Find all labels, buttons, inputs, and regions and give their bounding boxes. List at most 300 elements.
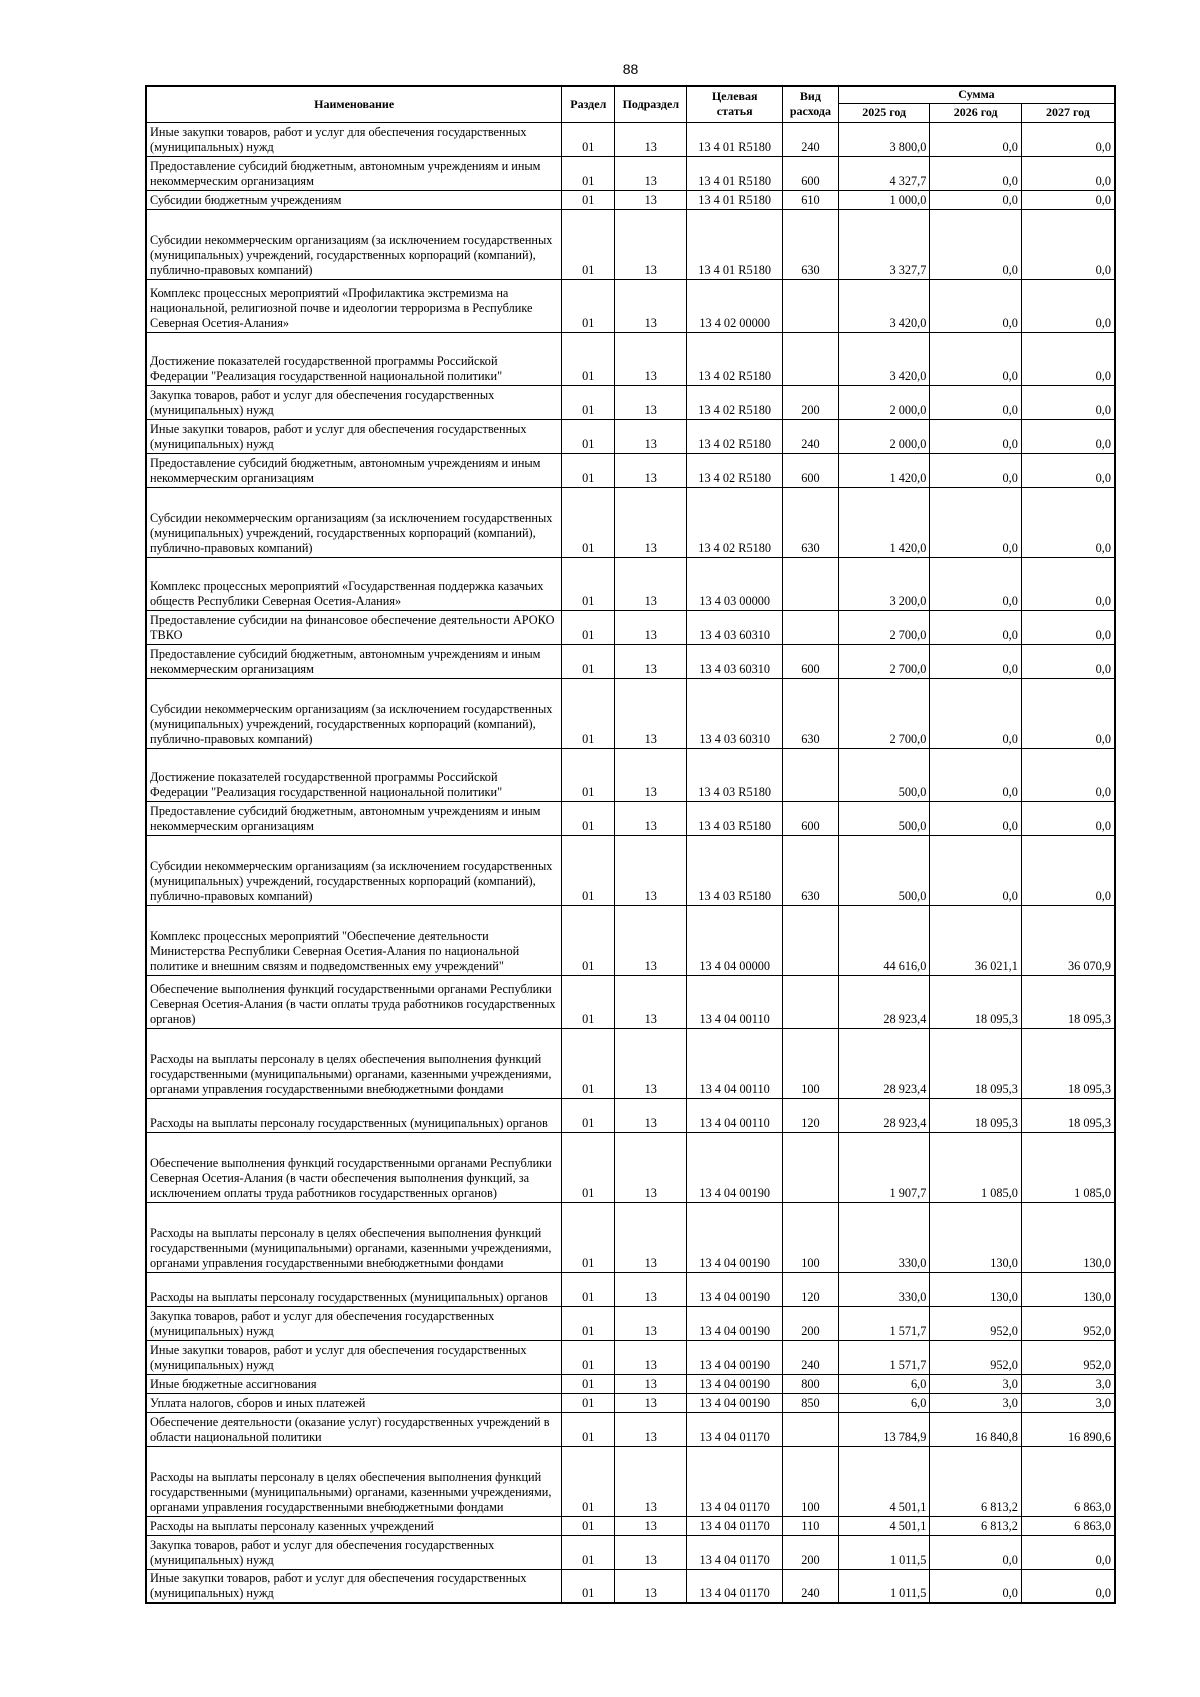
row-name: Расходы на выплаты персоналу государственных (муниципальных) органов xyxy=(146,1098,562,1132)
row-subsection: 13 xyxy=(615,487,687,557)
row-amount-2027: 0,0 xyxy=(1021,453,1115,487)
row-subsection: 13 xyxy=(615,190,687,209)
row-target-item: 13 4 02 R5180 xyxy=(687,419,783,453)
row-target-item: 13 4 04 00190 xyxy=(687,1393,783,1412)
row-amount-2026: 0,0 xyxy=(930,453,1022,487)
row-amount-2027: 1 085,0 xyxy=(1021,1132,1115,1202)
row-name: Уплата налогов, сборов и иных платежей xyxy=(146,1393,562,1412)
row-expense-type xyxy=(782,332,838,385)
row-target-item: 13 4 03 60310 xyxy=(687,644,783,678)
row-target-item: 13 4 04 00190 xyxy=(687,1306,783,1340)
row-subsection: 13 xyxy=(615,678,687,748)
row-amount-2027: 0,0 xyxy=(1021,801,1115,835)
row-target-item: 13 4 04 00000 xyxy=(687,905,783,975)
table-row xyxy=(146,1340,1115,1374)
row-expense-type xyxy=(782,748,838,801)
row-section: 01 xyxy=(562,1272,615,1306)
row-expense-type: 610 xyxy=(782,190,838,209)
row-amount-2026: 0,0 xyxy=(930,644,1022,678)
row-amount-2026: 18 095,3 xyxy=(930,975,1022,1028)
row-amount-2027: 0,0 xyxy=(1021,385,1115,419)
row-target-item: 13 4 04 00190 xyxy=(687,1272,783,1306)
row-expense-type: 120 xyxy=(782,1272,838,1306)
row-amount-2026: 1 085,0 xyxy=(930,1132,1022,1202)
row-subsection: 13 xyxy=(615,1132,687,1202)
row-expense-type: 240 xyxy=(782,419,838,453)
row-subsection: 13 xyxy=(615,156,687,190)
row-name: Обеспечение деятельности (оказание услуг) государственных учреждений в области национальной политики xyxy=(146,1412,562,1446)
table-row xyxy=(146,1098,1115,1132)
row-expense-type: 200 xyxy=(782,1306,838,1340)
row-section: 01 xyxy=(562,610,615,644)
row-target-item: 13 4 03 60310 xyxy=(687,610,783,644)
table-row xyxy=(146,1569,1115,1603)
row-amount-2026: 0,0 xyxy=(930,678,1022,748)
row-subsection: 13 xyxy=(615,209,687,279)
row-amount-2026: 0,0 xyxy=(930,156,1022,190)
row-amount-2026: 0,0 xyxy=(930,1535,1022,1569)
row-section: 01 xyxy=(562,1374,615,1393)
row-subsection: 13 xyxy=(615,1306,687,1340)
row-section: 01 xyxy=(562,122,615,156)
row-amount-2025: 1 000,0 xyxy=(838,190,930,209)
table-row xyxy=(146,1374,1115,1393)
row-section: 01 xyxy=(562,1028,615,1098)
row-amount-2026: 6 813,2 xyxy=(930,1516,1022,1535)
row-expense-type: 630 xyxy=(782,487,838,557)
header-expense-type: Вид расхода xyxy=(782,86,838,122)
row-amount-2025: 330,0 xyxy=(838,1272,930,1306)
row-name: Обеспечение выполнения функций государственными органами Республики Северная Осетия-Алания (в части обеспечения выполнения функций, за исключением оплаты труда работников государственных органов) xyxy=(146,1132,562,1202)
row-amount-2025: 28 923,4 xyxy=(838,1098,930,1132)
row-amount-2025: 4 501,1 xyxy=(838,1516,930,1535)
row-amount-2025: 2 000,0 xyxy=(838,419,930,453)
row-amount-2027: 6 863,0 xyxy=(1021,1516,1115,1535)
table-row xyxy=(146,610,1115,644)
row-section: 01 xyxy=(562,453,615,487)
row-subsection: 13 xyxy=(615,419,687,453)
row-amount-2025: 500,0 xyxy=(838,801,930,835)
table-row xyxy=(146,1393,1115,1412)
row-name: Предоставление субсидии на финансовое обеспечение деятельности АРОКО ТВКО xyxy=(146,610,562,644)
row-expense-type: 630 xyxy=(782,835,838,905)
table-body xyxy=(146,122,1115,1603)
header-year-2025: 2025 год xyxy=(838,103,930,122)
row-subsection: 13 xyxy=(615,1569,687,1603)
row-target-item: 13 4 03 60310 xyxy=(687,678,783,748)
row-section: 01 xyxy=(562,801,615,835)
row-amount-2027: 0,0 xyxy=(1021,678,1115,748)
row-subsection: 13 xyxy=(615,279,687,332)
row-name: Закупка товаров, работ и услуг для обеспечения государственных (муниципальных) нужд xyxy=(146,1306,562,1340)
table-row xyxy=(146,385,1115,419)
row-subsection: 13 xyxy=(615,122,687,156)
row-expense-type: 240 xyxy=(782,1569,838,1603)
row-target-item: 13 4 04 00190 xyxy=(687,1202,783,1272)
row-section: 01 xyxy=(562,487,615,557)
row-target-item: 13 4 01 R5180 xyxy=(687,190,783,209)
row-amount-2027: 0,0 xyxy=(1021,644,1115,678)
row-amount-2027: 0,0 xyxy=(1021,190,1115,209)
row-subsection: 13 xyxy=(615,1098,687,1132)
row-amount-2025: 1 011,5 xyxy=(838,1569,930,1603)
row-amount-2027: 18 095,3 xyxy=(1021,1028,1115,1098)
row-section: 01 xyxy=(562,1535,615,1569)
row-amount-2026: 0,0 xyxy=(930,419,1022,453)
row-section: 01 xyxy=(562,385,615,419)
row-amount-2025: 13 784,9 xyxy=(838,1412,930,1446)
row-expense-type: 200 xyxy=(782,1535,838,1569)
table-row xyxy=(146,190,1115,209)
row-expense-type xyxy=(782,1412,838,1446)
row-amount-2027: 0,0 xyxy=(1021,487,1115,557)
row-section: 01 xyxy=(562,644,615,678)
table-row xyxy=(146,156,1115,190)
row-amount-2026: 18 095,3 xyxy=(930,1028,1022,1098)
row-amount-2025: 3 800,0 xyxy=(838,122,930,156)
row-amount-2026: 6 813,2 xyxy=(930,1446,1022,1516)
table-row xyxy=(146,487,1115,557)
row-section: 01 xyxy=(562,905,615,975)
row-expense-type: 600 xyxy=(782,156,838,190)
row-amount-2025: 500,0 xyxy=(838,835,930,905)
row-target-item: 13 4 02 00000 xyxy=(687,279,783,332)
row-amount-2027: 3,0 xyxy=(1021,1374,1115,1393)
row-name: Комплекс процессных мероприятий "Обеспечение деятельности Министерства Республики Северная Осетия-Алания по национальной политике и внешним связям и подведомственных ему учреждений" xyxy=(146,905,562,975)
row-amount-2027: 0,0 xyxy=(1021,209,1115,279)
row-amount-2026: 0,0 xyxy=(930,190,1022,209)
table-row xyxy=(146,1306,1115,1340)
row-expense-type xyxy=(782,905,838,975)
table-row xyxy=(146,209,1115,279)
table-row xyxy=(146,1516,1115,1535)
row-amount-2027: 0,0 xyxy=(1021,748,1115,801)
row-subsection: 13 xyxy=(615,610,687,644)
row-subsection: 13 xyxy=(615,1412,687,1446)
row-name: Расходы на выплаты персоналу в целях обеспечения выполнения функций государственными (муниципальными) органами, казенными учреждениями, органами управления государственными внебюджетными фондами xyxy=(146,1202,562,1272)
row-subsection: 13 xyxy=(615,835,687,905)
row-subsection: 13 xyxy=(615,1202,687,1272)
row-amount-2027: 0,0 xyxy=(1021,835,1115,905)
row-amount-2026: 130,0 xyxy=(930,1202,1022,1272)
row-target-item: 13 4 02 R5180 xyxy=(687,453,783,487)
row-subsection: 13 xyxy=(615,1393,687,1412)
row-amount-2025: 3 200,0 xyxy=(838,557,930,610)
row-name: Комплекс процессных мероприятий «Государственная поддержка казачьих обществ Республики Северная Осетия-Алания» xyxy=(146,557,562,610)
row-subsection: 13 xyxy=(615,1340,687,1374)
row-expense-type: 800 xyxy=(782,1374,838,1393)
row-expense-type: 850 xyxy=(782,1393,838,1412)
table-row xyxy=(146,1132,1115,1202)
row-target-item: 13 4 04 00190 xyxy=(687,1374,783,1393)
row-target-item: 13 4 04 00190 xyxy=(687,1340,783,1374)
table-row xyxy=(146,419,1115,453)
row-amount-2027: 130,0 xyxy=(1021,1272,1115,1306)
row-amount-2027: 0,0 xyxy=(1021,122,1115,156)
table-row xyxy=(146,835,1115,905)
row-name: Иные закупки товаров, работ и услуг для обеспечения государственных (муниципальных) нужд xyxy=(146,122,562,156)
header-name: Наименование xyxy=(146,86,562,122)
row-subsection: 13 xyxy=(615,1028,687,1098)
row-subsection: 13 xyxy=(615,1516,687,1535)
header-year-2026: 2026 год xyxy=(930,103,1022,122)
row-subsection: 13 xyxy=(615,332,687,385)
row-amount-2026: 3,0 xyxy=(930,1393,1022,1412)
row-expense-type: 200 xyxy=(782,385,838,419)
row-section: 01 xyxy=(562,190,615,209)
row-subsection: 13 xyxy=(615,975,687,1028)
row-section: 01 xyxy=(562,835,615,905)
row-amount-2025: 6,0 xyxy=(838,1374,930,1393)
row-name: Субсидии бюджетным учреждениям xyxy=(146,190,562,209)
row-target-item: 13 4 04 00110 xyxy=(687,975,783,1028)
row-amount-2027: 0,0 xyxy=(1021,1535,1115,1569)
row-amount-2026: 0,0 xyxy=(930,801,1022,835)
header-subsection: Подраздел xyxy=(615,86,687,122)
row-section: 01 xyxy=(562,1098,615,1132)
row-subsection: 13 xyxy=(615,1374,687,1393)
table-row xyxy=(146,975,1115,1028)
row-subsection: 13 xyxy=(615,748,687,801)
row-amount-2025: 1 571,7 xyxy=(838,1306,930,1340)
row-amount-2026: 18 095,3 xyxy=(930,1098,1022,1132)
row-target-item: 13 4 01 R5180 xyxy=(687,122,783,156)
row-amount-2025: 500,0 xyxy=(838,748,930,801)
row-amount-2026: 952,0 xyxy=(930,1306,1022,1340)
row-name: Субсидии некоммерческим организациям (за исключением государственных (муниципальных) учреждений, государственных корпораций (компаний), публично-правовых компаний) xyxy=(146,209,562,279)
page-number: 88 xyxy=(622,61,639,77)
row-amount-2026: 36 021,1 xyxy=(930,905,1022,975)
row-expense-type: 630 xyxy=(782,678,838,748)
row-section: 01 xyxy=(562,557,615,610)
row-section: 01 xyxy=(562,1340,615,1374)
row-expense-type xyxy=(782,1132,838,1202)
row-section: 01 xyxy=(562,748,615,801)
row-name: Иные закупки товаров, работ и услуг для обеспечения государственных (муниципальных) нужд xyxy=(146,419,562,453)
row-amount-2027: 0,0 xyxy=(1021,610,1115,644)
row-amount-2025: 3 420,0 xyxy=(838,279,930,332)
row-section: 01 xyxy=(562,419,615,453)
row-subsection: 13 xyxy=(615,1446,687,1516)
row-amount-2025: 2 700,0 xyxy=(838,610,930,644)
row-amount-2026: 0,0 xyxy=(930,487,1022,557)
row-expense-type: 100 xyxy=(782,1028,838,1098)
row-amount-2025: 4 327,7 xyxy=(838,156,930,190)
row-subsection: 13 xyxy=(615,644,687,678)
row-amount-2025: 28 923,4 xyxy=(838,975,930,1028)
row-name: Расходы на выплаты персоналу в целях обеспечения выполнения функций государственными (муниципальными) органами, казенными учреждениями, органами управления государственными внебюджетными фондами xyxy=(146,1028,562,1098)
row-subsection: 13 xyxy=(615,905,687,975)
row-amount-2025: 1 420,0 xyxy=(838,487,930,557)
row-amount-2025: 2 700,0 xyxy=(838,644,930,678)
row-expense-type: 600 xyxy=(782,453,838,487)
row-amount-2025: 1 907,7 xyxy=(838,1132,930,1202)
row-amount-2027: 952,0 xyxy=(1021,1340,1115,1374)
budget-table xyxy=(145,85,1116,1604)
row-amount-2026: 0,0 xyxy=(930,385,1022,419)
row-expense-type: 100 xyxy=(782,1446,838,1516)
row-target-item: 13 4 01 R5180 xyxy=(687,156,783,190)
table-row xyxy=(146,122,1115,156)
row-expense-type: 120 xyxy=(782,1098,838,1132)
row-expense-type: 600 xyxy=(782,644,838,678)
header-year-2027: 2027 год xyxy=(1021,103,1115,122)
row-amount-2027: 36 070,9 xyxy=(1021,905,1115,975)
row-amount-2026: 16 840,8 xyxy=(930,1412,1022,1446)
row-target-item: 13 4 04 00110 xyxy=(687,1098,783,1132)
row-target-item: 13 4 04 00110 xyxy=(687,1028,783,1098)
row-target-item: 13 4 02 R5180 xyxy=(687,332,783,385)
row-target-item: 13 4 04 01170 xyxy=(687,1412,783,1446)
row-amount-2027: 0,0 xyxy=(1021,279,1115,332)
row-amount-2027: 0,0 xyxy=(1021,557,1115,610)
row-amount-2027: 0,0 xyxy=(1021,1569,1115,1603)
row-amount-2027: 0,0 xyxy=(1021,419,1115,453)
row-section: 01 xyxy=(562,975,615,1028)
row-amount-2026: 0,0 xyxy=(930,1569,1022,1603)
row-section: 01 xyxy=(562,1306,615,1340)
row-target-item: 13 4 01 R5180 xyxy=(687,209,783,279)
row-amount-2026: 130,0 xyxy=(930,1272,1022,1306)
row-amount-2027: 16 890,6 xyxy=(1021,1412,1115,1446)
table-row xyxy=(146,1272,1115,1306)
row-amount-2027: 130,0 xyxy=(1021,1202,1115,1272)
row-amount-2027: 0,0 xyxy=(1021,332,1115,385)
table-row xyxy=(146,279,1115,332)
row-amount-2025: 4 501,1 xyxy=(838,1446,930,1516)
row-section: 01 xyxy=(562,1202,615,1272)
row-amount-2025: 3 327,7 xyxy=(838,209,930,279)
row-amount-2026: 0,0 xyxy=(930,122,1022,156)
row-target-item: 13 4 04 01170 xyxy=(687,1569,783,1603)
row-amount-2027: 6 863,0 xyxy=(1021,1446,1115,1516)
row-expense-type: 240 xyxy=(782,122,838,156)
row-section: 01 xyxy=(562,209,615,279)
row-name: Достижение показателей государственной программы Российской Федерации "Реализация государственной национальной политики" xyxy=(146,748,562,801)
row-name: Расходы на выплаты персоналу государственных (муниципальных) органов xyxy=(146,1272,562,1306)
table-row xyxy=(146,332,1115,385)
row-amount-2025: 330,0 xyxy=(838,1202,930,1272)
row-expense-type: 110 xyxy=(782,1516,838,1535)
row-name: Иные закупки товаров, работ и услуг для обеспечения государственных (муниципальных) нужд xyxy=(146,1569,562,1603)
row-amount-2027: 952,0 xyxy=(1021,1306,1115,1340)
table-row xyxy=(146,1028,1115,1098)
row-section: 01 xyxy=(562,1132,615,1202)
row-name: Обеспечение выполнения функций государственными органами Республики Северная Осетия-Алания (в части оплаты труда работников государственных органов) xyxy=(146,975,562,1028)
header-sum: Сумма xyxy=(838,86,1115,103)
row-subsection: 13 xyxy=(615,557,687,610)
table-row xyxy=(146,1412,1115,1446)
row-amount-2025: 2 700,0 xyxy=(838,678,930,748)
row-target-item: 13 4 03 R5180 xyxy=(687,748,783,801)
row-section: 01 xyxy=(562,279,615,332)
row-target-item: 13 4 04 01170 xyxy=(687,1535,783,1569)
table-row xyxy=(146,453,1115,487)
row-subsection: 13 xyxy=(615,1535,687,1569)
row-name: Субсидии некоммерческим организациям (за исключением государственных (муниципальных) учреждений, государственных корпораций (компаний), публично-правовых компаний) xyxy=(146,835,562,905)
row-amount-2027: 0,0 xyxy=(1021,156,1115,190)
row-name: Достижение показателей государственной программы Российской Федерации "Реализация государственной национальной политики" xyxy=(146,332,562,385)
row-name: Закупка товаров, работ и услуг для обеспечения государственных (муниципальных) нужд xyxy=(146,385,562,419)
row-section: 01 xyxy=(562,1446,615,1516)
row-target-item: 13 4 03 R5180 xyxy=(687,835,783,905)
row-expense-type xyxy=(782,610,838,644)
row-target-item: 13 4 03 00000 xyxy=(687,557,783,610)
row-amount-2026: 0,0 xyxy=(930,209,1022,279)
row-target-item: 13 4 04 01170 xyxy=(687,1516,783,1535)
row-expense-type xyxy=(782,975,838,1028)
row-expense-type: 630 xyxy=(782,209,838,279)
row-amount-2025: 6,0 xyxy=(838,1393,930,1412)
row-amount-2026: 0,0 xyxy=(930,332,1022,385)
table-row xyxy=(146,905,1115,975)
row-expense-type: 240 xyxy=(782,1340,838,1374)
row-amount-2026: 0,0 xyxy=(930,279,1022,332)
row-subsection: 13 xyxy=(615,453,687,487)
row-amount-2026: 0,0 xyxy=(930,748,1022,801)
row-amount-2027: 18 095,3 xyxy=(1021,975,1115,1028)
table-row xyxy=(146,557,1115,610)
row-name: Расходы на выплаты персоналу казенных учреждений xyxy=(146,1516,562,1535)
row-section: 01 xyxy=(562,1393,615,1412)
row-target-item: 13 4 02 R5180 xyxy=(687,487,783,557)
row-amount-2027: 3,0 xyxy=(1021,1393,1115,1412)
row-target-item: 13 4 03 R5180 xyxy=(687,801,783,835)
row-amount-2025: 1 011,5 xyxy=(838,1535,930,1569)
row-name: Предоставление субсидий бюджетным, автономным учреждениям и иным некоммерческим организациям xyxy=(146,644,562,678)
row-amount-2026: 0,0 xyxy=(930,610,1022,644)
row-name: Предоставление субсидий бюджетным, автономным учреждениям и иным некоммерческим организациям xyxy=(146,801,562,835)
row-section: 01 xyxy=(562,1569,615,1603)
row-section: 01 xyxy=(562,1516,615,1535)
row-name: Предоставление субсидий бюджетным, автономным учреждениям и иным некоммерческим организациям xyxy=(146,453,562,487)
row-name: Иные бюджетные ассигнования xyxy=(146,1374,562,1393)
row-name: Предоставление субсидий бюджетным, автономным учреждениям и иным некоммерческим организациям xyxy=(146,156,562,190)
table-row xyxy=(146,1446,1115,1516)
row-amount-2025: 3 420,0 xyxy=(838,332,930,385)
row-amount-2027: 18 095,3 xyxy=(1021,1098,1115,1132)
row-name: Иные закупки товаров, работ и услуг для обеспечения государственных (муниципальных) нужд xyxy=(146,1340,562,1374)
row-target-item: 13 4 04 01170 xyxy=(687,1446,783,1516)
row-subsection: 13 xyxy=(615,801,687,835)
header-target-item: Целевая статья xyxy=(687,86,783,122)
row-expense-type: 600 xyxy=(782,801,838,835)
row-amount-2025: 1 420,0 xyxy=(838,453,930,487)
row-amount-2026: 952,0 xyxy=(930,1340,1022,1374)
table-row xyxy=(146,644,1115,678)
row-amount-2026: 3,0 xyxy=(930,1374,1022,1393)
row-amount-2025: 1 571,7 xyxy=(838,1340,930,1374)
row-section: 01 xyxy=(562,332,615,385)
header-section: Раздел xyxy=(562,86,615,122)
row-section: 01 xyxy=(562,1412,615,1446)
row-expense-type xyxy=(782,557,838,610)
row-subsection: 13 xyxy=(615,385,687,419)
row-expense-type xyxy=(782,279,838,332)
row-target-item: 13 4 02 R5180 xyxy=(687,385,783,419)
row-amount-2025: 28 923,4 xyxy=(838,1028,930,1098)
row-amount-2026: 0,0 xyxy=(930,835,1022,905)
row-name: Закупка товаров, работ и услуг для обеспечения государственных (муниципальных) нужд xyxy=(146,1535,562,1569)
table-row xyxy=(146,678,1115,748)
row-target-item: 13 4 04 00190 xyxy=(687,1132,783,1202)
row-section: 01 xyxy=(562,156,615,190)
row-amount-2026: 0,0 xyxy=(930,557,1022,610)
row-amount-2025: 44 616,0 xyxy=(838,905,930,975)
row-section: 01 xyxy=(562,678,615,748)
row-expense-type: 100 xyxy=(782,1202,838,1272)
row-name: Комплекс процессных мероприятий «Профилактика экстремизма на национальной, религиозной почве и идеологии терроризма в Республике Северная Осетия-Алания» xyxy=(146,279,562,332)
